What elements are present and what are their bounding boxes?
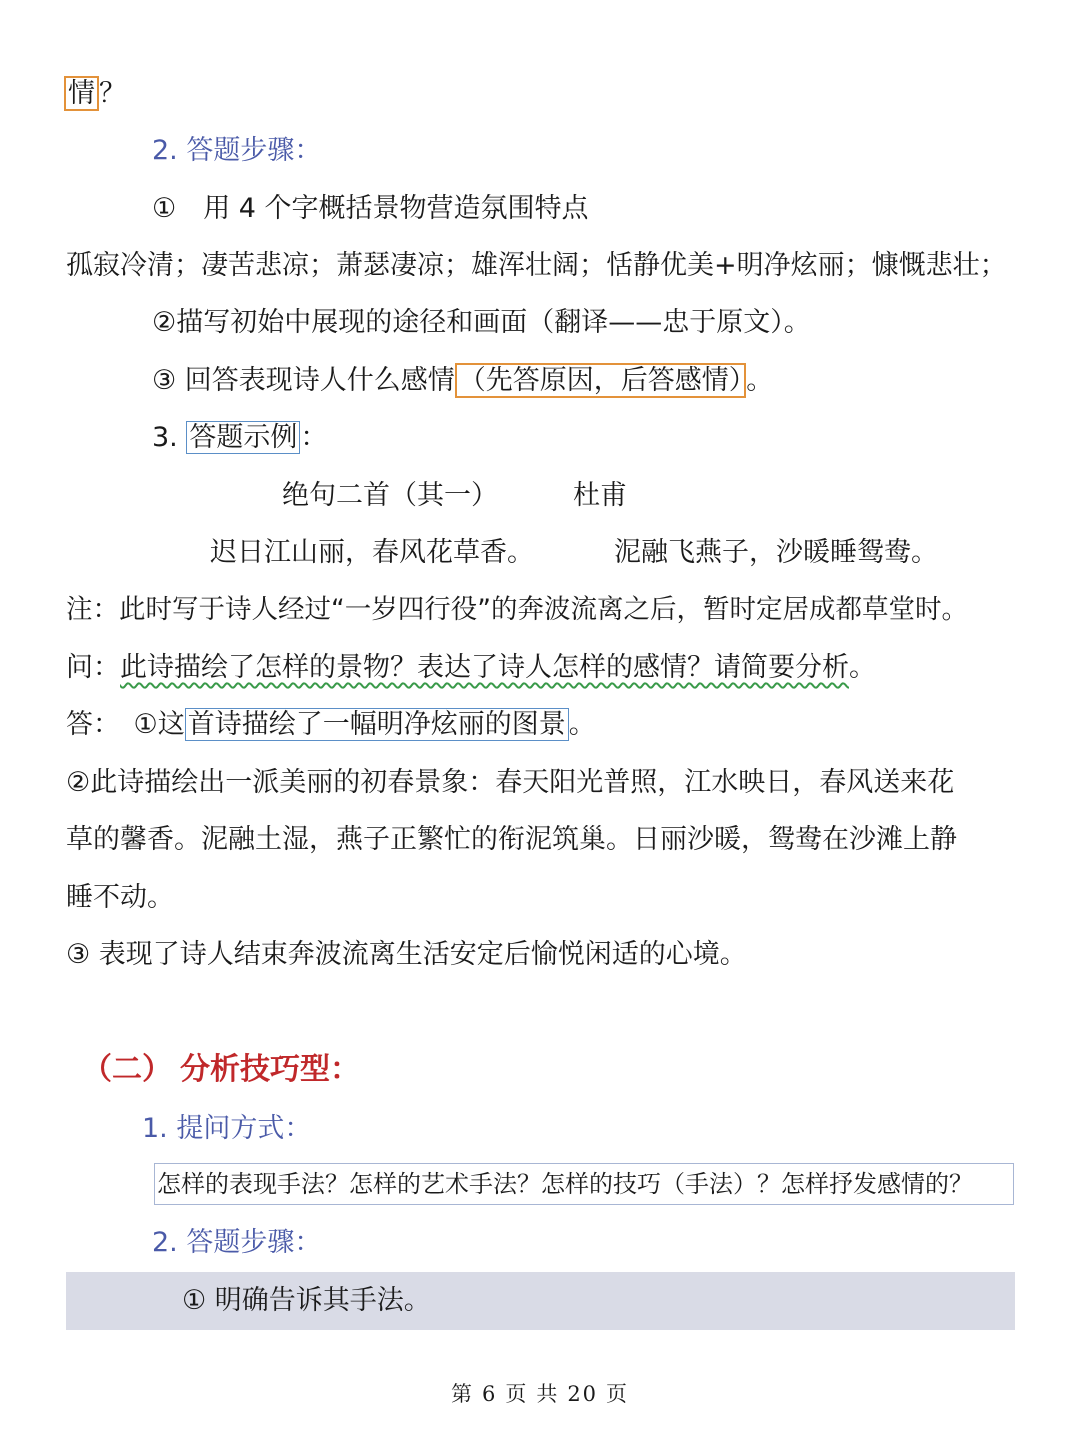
- step-heading-2: 2. 答题步骤：: [152, 1227, 322, 1258]
- page-total: 20: [567, 1382, 599, 1406]
- question: 问：此诗描绘了怎样的景物？表达了诗人怎样的感情？请简要分析。: [66, 652, 876, 683]
- ask-text-box: [154, 1163, 1014, 1205]
- poem-author: 杜甫: [573, 480, 627, 511]
- step-2: ②描写初始中展现的途径和画面（翻译——忠于原文）。: [152, 307, 811, 338]
- atmosphere-list: 孤寂冷清；凄苦悲凉；萧瑟凄凉；雄浑壮阔；恬静优美+明净炫丽；慷慨悲壮；: [66, 250, 1007, 281]
- step-heading-1: 2. 答题步骤：: [152, 135, 322, 166]
- ask-text: 怎样的表现手法？怎样的艺术手法？怎样的技巧（手法）？怎样抒发感情的？: [157, 1170, 973, 1198]
- step-3: ③ 回答表现诗人什么感情 （先答原因，后答感情） 。: [152, 365, 774, 396]
- section-2-number: （二）: [82, 1052, 172, 1087]
- example-heading: 3. 答题示例 ：: [152, 422, 328, 453]
- note: 注：此时写于诗人经过“一岁四行役”的奔波流离之后，暂时定居成都草堂时。: [66, 594, 968, 625]
- ask-heading: 1. 提问方式：: [142, 1113, 312, 1144]
- page-number: 6: [481, 1382, 498, 1406]
- answer-1: 答： ①这 首诗描绘了一幅明净炫丽的图景 。: [66, 709, 596, 740]
- section-2-title: 分析技巧型：: [180, 1052, 360, 1087]
- step-1: ① 用 4 个字概括景物营造氛围特点: [152, 193, 589, 224]
- answer-2-line-2: 草的馨香。泥融土湿，燕子正繁忙的衔泥筑巢。日丽沙暖，鸳鸯在沙滩上静: [66, 824, 957, 855]
- boxed-char: 情: [64, 76, 99, 111]
- poem-title: 绝句二首（其一）: [282, 480, 498, 511]
- poem-line-2: 泥融飞燕子，沙暖睡鸳鸯。: [614, 537, 938, 568]
- answer-3: ③ 表现了诗人结束奔波流离生活安定后愉悦闲适的心境。: [66, 939, 747, 970]
- page-footer: 第 6 页 共 20 页: [450, 1382, 630, 1406]
- answer-2-line-1: ②此诗描绘出一派美丽的初春景象：春天阳光普照，江水映日，春风送来花: [66, 767, 955, 798]
- answer-boxed: 首诗描绘了一幅明净炫丽的图景: [185, 708, 569, 741]
- section-2-step-1: ① 明确告诉其手法。: [182, 1285, 431, 1316]
- answer-2-line-3: 睡不动。: [66, 882, 174, 913]
- poem-line-1: 迟日江山丽，春风花草香。: [210, 537, 534, 568]
- example-boxed: 答题示例: [186, 421, 300, 454]
- question-underlined: 此诗描绘了怎样的景物？表达了诗人怎样的感情？请简要分析: [120, 652, 849, 683]
- step-3-boxed: （先答原因，后答感情）: [455, 363, 747, 398]
- top-line: 情 ？: [64, 74, 126, 114]
